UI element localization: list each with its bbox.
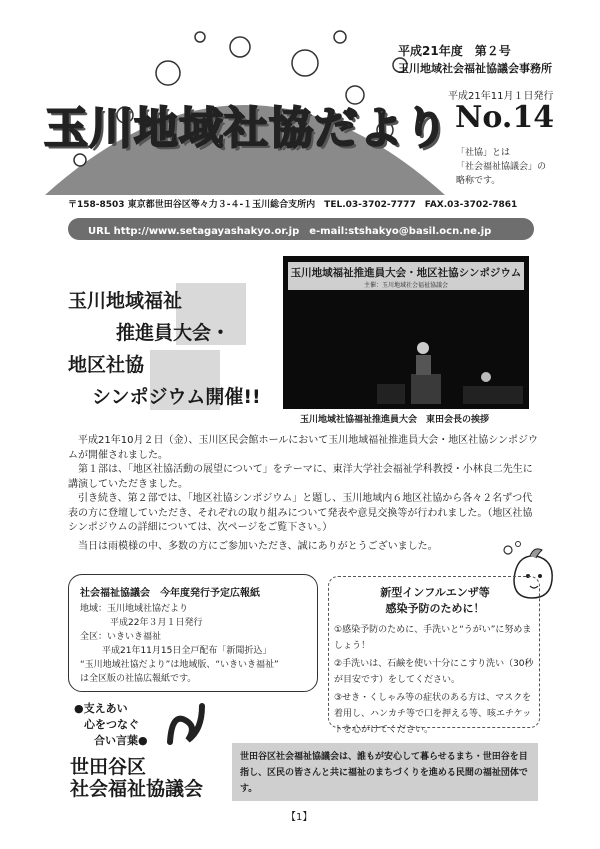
flu-box-title: 新型インフルエンザ等 [380,586,490,599]
article-paragraph: 当日は雨模様の中、多数の方にご参加いただき、誠にありがとうございました。 [78,541,438,552]
council-name: 世田谷区 [70,756,147,778]
page-number: 【1】 [286,812,313,823]
council-logo [162,700,212,750]
contact-address: 〒158-8503 東京都世田谷区等々力３-４-１玉川総合支所内 TEL.03-3702-7777 FAX.03-3702-7861 [68,200,518,210]
photo-caption: 玉川地域社協福祉推進員大会 東田会長の挨拶 [300,415,490,425]
schedule-line: 平成21年11月15日全戸配布「新聞折込」 [102,646,272,656]
url-email-line[interactable]: URL http://www.setagayashakyo.or.jp e-mail:stshakyo@basil.ocn.ne.jp [88,226,492,237]
shakyo-definition [456,146,591,188]
slogan-line: 合い言葉● [94,734,148,747]
headline-line-3: 地区社協 [68,354,145,376]
photo-banner [288,262,524,290]
council-name: 社会福祉協議会 [70,778,204,800]
schedule-line: は全区版の社協広報紙です。 [80,674,197,684]
schedule-line: 地域：玉川地域社協だより [80,604,189,614]
definition-line: 略称です。 [456,176,501,186]
headline-line-2: 推進員大会・ [116,322,231,344]
article-paragraph: 平成21年10月２日（金）、玉川区民会館ホールにおいて玉川地域福祉推進員大会・地区社協シンポジウムが開催されました。 [68,435,538,461]
banner-title: 玉川地域福祉推進員大会・地区社協シンポジウム [290,267,522,279]
article-paragraph: 引き続き、第２部では、「地区社協シンポジウム」と題し、玉川地域内６地区社協から各々２名ずつ代表の方に登壇していただき、それぞれの取り組みについて発表や意見交換等が行われました。（地区社協シンポジウムの詳細については、次ページをご覧下さい。） [68,493,533,533]
flu-tip: ②手洗いは、石鹸を使い十分にこすり洗い（30秒が目安です）をしてください。 [334,659,534,685]
schedule-line: 平成22年３月１日発行 [110,618,203,628]
flu-tip: ③せき・くしゃみ等の症状のある方は、マスクを着用し、ハンカチ等で口を押える等、咳エチケットを心がけてください。 [334,693,532,735]
article-paragraph: 第１部は、「地区社協活動の展望について」をテーマに、東洋大学社会福祉学科教授・小林良二先生に講演していただきました。 [68,464,533,490]
headline-line-1: 玉川地域福祉 [68,290,183,312]
definition-line: 「社会福祉協議会」の [456,162,547,172]
issue-date: 平成21年11月１日発行 [448,91,554,102]
publisher: 玉川地域社会福祉協議会事務所 [398,62,552,75]
schedule-box-title: 社会福祉協議会 今年度発行予定広報紙 [80,584,260,599]
flu-tip: ①感染予防のために、手洗いと“うがい”に努めましょう！ [334,625,532,651]
fiscal-year-issue: 平成21年度 第２号 [398,44,511,58]
slogan-line: 心をつなぐ [84,718,139,731]
definition-line: 「社協」とは [456,148,511,158]
newsletter-title: 玉川地域社協だより [44,103,449,154]
banner-subtitle: 主催：玉川地域社会福祉協議会 [363,282,448,289]
schedule-line: 全区：いきいき福祉 [80,632,162,642]
mission-statement: 世田谷区社会福祉協議会は、誰もが安心して暮らせるまち・世田谷を目指し、区民の皆さんと共に福祉のまちづくりを進める民間の福祉団体です。 [240,752,528,794]
flu-box-title: 感染予防のために！ [385,602,485,615]
headline-line-4: シンポジウム開催!! [92,386,261,408]
schedule-line: “玉川地域社協だより”は地域版、“いきいき福祉” [80,660,279,670]
slogan-line: ●支えあい [74,702,128,715]
issue-number: No.14 [455,100,555,135]
